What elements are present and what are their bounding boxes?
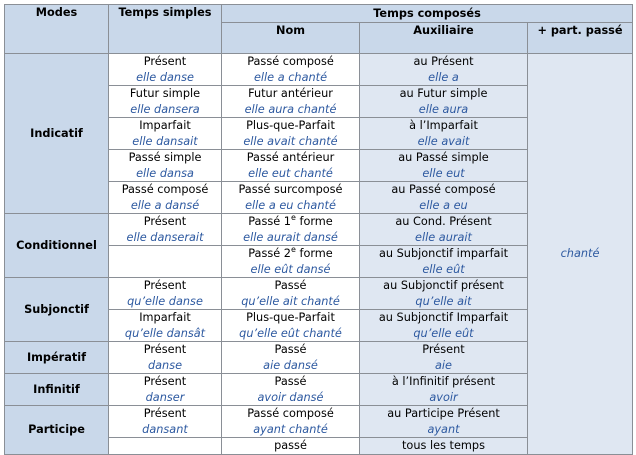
simple-tense-cell-name: Passé simple: [128, 151, 202, 164]
auxiliary-cell: [360, 310, 528, 342]
auxiliary-cell: [360, 150, 528, 182]
simple-tense-cell: [109, 54, 222, 86]
compound-tense-cell-example: elle avait chanté: [243, 134, 338, 148]
simple-tense-cell-name: Présent: [143, 407, 187, 420]
compound-tense-cell-name: [222, 246, 359, 262]
compound-tense-cell-name: Passé surcomposé: [238, 183, 343, 196]
auxiliary-cell: [360, 246, 528, 278]
mode-cell: Subjonctif: [5, 278, 109, 342]
compound-tense-cell-name: Passé antérieur: [246, 151, 335, 164]
auxiliary-cell-example: aie: [434, 358, 452, 372]
auxiliary-cell-example: avoir: [429, 390, 458, 404]
auxiliary-cell-name: au Subjonctif présent: [383, 279, 504, 292]
compound-tense-cell: [222, 182, 360, 214]
compound-tense-cell: [222, 278, 360, 310]
simple-tense-cell: [109, 374, 222, 406]
compound-tense-cell-name: Plus-que-Parfait: [246, 119, 335, 132]
simple-tense-cell-name: Futur simple: [129, 87, 201, 100]
compound-tense-cell-name-text: Passé 1: [248, 215, 291, 228]
compound-tense-cell: [222, 374, 360, 406]
simple-tense-cell: [109, 86, 222, 118]
conjugation-table-container: [4, 4, 633, 455]
compound-tense-cell: [222, 150, 360, 182]
compound-tense-cell-name: Futur antérieur: [248, 87, 333, 100]
auxiliary-cell-name: à l’Imparfait: [409, 119, 478, 132]
auxiliary-cell: [360, 374, 528, 406]
auxiliary-cell-example: elle aurait: [415, 230, 472, 244]
compound-tense-cell: [222, 342, 360, 374]
conjugation-body: [5, 54, 633, 455]
auxiliary-cell-name: Présent: [422, 343, 465, 356]
compound-tense-cell-example: elle eût dansé: [250, 262, 331, 276]
simple-tense-cell-name: Présent: [143, 279, 187, 292]
conjugation-table: [4, 4, 633, 455]
compound-tense-cell: [222, 54, 360, 86]
simple-tense-cell-example: qu’elle danse: [127, 294, 203, 308]
compound-tense-cell-name-tail: forme: [295, 247, 333, 260]
compound-tense-cell-name-text: Passé 2: [248, 247, 291, 260]
compound-tense-cell: [222, 406, 360, 438]
auxiliary-cell: [360, 278, 528, 310]
simple-tense-cell: [109, 214, 222, 246]
auxiliary-cell-name: à l’Infinitif présent: [391, 375, 496, 388]
simple-tense-cell: [109, 406, 222, 438]
compound-tense-cell-name: Passé: [274, 375, 307, 388]
auxiliary-cell-name: au Passé composé: [391, 183, 496, 196]
compound-tense-cell-name: [222, 214, 359, 230]
auxiliary-cell-example: elle a eu: [419, 198, 468, 212]
simple-tense-cell: [109, 438, 222, 455]
simple-tense-cell-example: elle danse: [136, 70, 194, 84]
simple-tense-cell: [109, 118, 222, 150]
compound-tense-cell-example: elle eut chanté: [248, 166, 333, 180]
mode-cell: Participe: [5, 406, 109, 455]
compound-tense-cell-name: Plus-que-Parfait: [246, 311, 335, 324]
compound-tense-cell-example: qu’elle eût chanté: [239, 326, 342, 340]
compound-tense-cell-name: Passé: [274, 279, 307, 292]
compound-tense-cell: [222, 86, 360, 118]
auxiliary-cell-name: tous les temps: [402, 439, 485, 452]
compound-tense-cell-example: elle aura chanté: [244, 102, 337, 116]
table-row: [5, 54, 633, 86]
ordinal-suffix: e: [290, 213, 296, 223]
simple-tense-cell-example: elle dansait: [132, 134, 198, 148]
header-temps-composes: Temps composés: [222, 5, 633, 23]
simple-tense-cell: [109, 310, 222, 342]
auxiliary-cell-name: au Participe Présent: [387, 407, 500, 420]
header-modes: Modes: [5, 5, 109, 54]
compound-tense-cell-example: aie dansé: [263, 358, 318, 372]
auxiliary-cell: [360, 406, 528, 438]
compound-tense-cell: [222, 214, 360, 246]
auxiliary-cell-example: elle avait: [417, 134, 470, 148]
auxiliary-cell: [360, 54, 528, 86]
auxiliary-cell-example: qu’elle ait: [415, 294, 472, 308]
header-nom: Nom: [222, 23, 360, 54]
auxiliary-cell-name: au Subjonctif Imparfait: [378, 311, 509, 324]
compound-tense-cell-example: qu’elle ait chanté: [241, 294, 340, 308]
compound-tense-cell: [222, 310, 360, 342]
simple-tense-cell-example: danser: [145, 390, 185, 404]
auxiliary-cell: [360, 118, 528, 150]
simple-tense-cell: [109, 246, 222, 278]
mode-cell: Infinitif: [5, 374, 109, 406]
auxiliary-cell-name: au Passé simple: [398, 151, 489, 164]
auxiliary-cell-name: au Présent: [413, 55, 474, 68]
auxiliary-cell-name: au Futur simple: [399, 87, 488, 100]
compound-tense-cell-example: elle aurait dansé: [243, 230, 338, 244]
auxiliary-cell-example: elle eût: [422, 262, 465, 276]
simple-tense-cell-name: Imparfait: [139, 311, 191, 324]
participle-cell: chanté: [528, 54, 633, 455]
simple-tense-cell: [109, 278, 222, 310]
compound-tense-cell-name: Passé composé: [247, 55, 334, 68]
auxiliary-cell: [360, 342, 528, 374]
simple-tense-cell: [109, 342, 222, 374]
simple-tense-cell-name: Présent: [143, 215, 187, 228]
simple-tense-cell-name: Imparfait: [139, 119, 191, 132]
simple-tense-cell-example: qu’elle dansât: [124, 326, 206, 340]
compound-tense-cell-example: elle a chanté: [253, 70, 328, 84]
mode-cell: Conditionnel: [5, 214, 109, 278]
header-temps-simples: Temps simples: [109, 5, 222, 54]
auxiliary-cell: [360, 182, 528, 214]
header-auxiliaire: Auxiliaire: [360, 23, 528, 54]
auxiliary-cell-example: elle aura: [418, 102, 469, 116]
auxiliary-cell: [360, 438, 528, 455]
compound-tense-cell-name: passé: [274, 439, 307, 452]
compound-tense-cell-example: ayant chanté: [253, 422, 328, 436]
auxiliary-cell: [360, 86, 528, 118]
simple-tense-cell-name: Présent: [143, 343, 187, 356]
simple-tense-cell-example: elle a dansé: [130, 198, 200, 212]
simple-tense-cell-name: Présent: [143, 375, 187, 388]
simple-tense-cell: [109, 150, 222, 182]
auxiliary-cell: [360, 214, 528, 246]
compound-tense-cell-name-tail: forme: [295, 215, 333, 228]
simple-tense-cell: [109, 182, 222, 214]
simple-tense-cell-name: Présent: [143, 55, 187, 68]
simple-tense-cell-example: elle dansa: [136, 166, 194, 180]
compound-tense-cell-example: elle a eu chanté: [245, 198, 336, 212]
header-participe-passe: + part. passé: [528, 23, 633, 54]
simple-tense-cell-example: danse: [147, 358, 183, 372]
simple-tense-cell-name: Passé composé: [121, 183, 209, 196]
compound-tense-cell-name: Passé composé: [247, 407, 334, 420]
auxiliary-cell-example: elle eut: [422, 166, 465, 180]
mode-cell: Indicatif: [5, 54, 109, 214]
ordinal-suffix: e: [290, 245, 296, 255]
auxiliary-cell-example: elle a: [428, 70, 459, 84]
compound-tense-cell-name: Passé: [274, 343, 307, 356]
auxiliary-cell-name: au Subjonctif imparfait: [378, 247, 509, 260]
auxiliary-cell-example: qu’elle eût: [413, 326, 474, 340]
compound-tense-cell: [222, 246, 360, 278]
mode-cell: Impératif: [5, 342, 109, 374]
simple-tense-cell-example: elle danserait: [126, 230, 204, 244]
auxiliary-cell-example: ayant: [427, 422, 460, 436]
compound-tense-cell-example: avoir dansé: [257, 390, 324, 404]
compound-tense-cell: [222, 118, 360, 150]
auxiliary-cell-name: au Cond. Présent: [395, 215, 492, 228]
compound-tense-cell: [222, 438, 360, 455]
simple-tense-cell-example: dansant: [142, 422, 188, 436]
simple-tense-cell-example: elle dansera: [130, 102, 200, 116]
